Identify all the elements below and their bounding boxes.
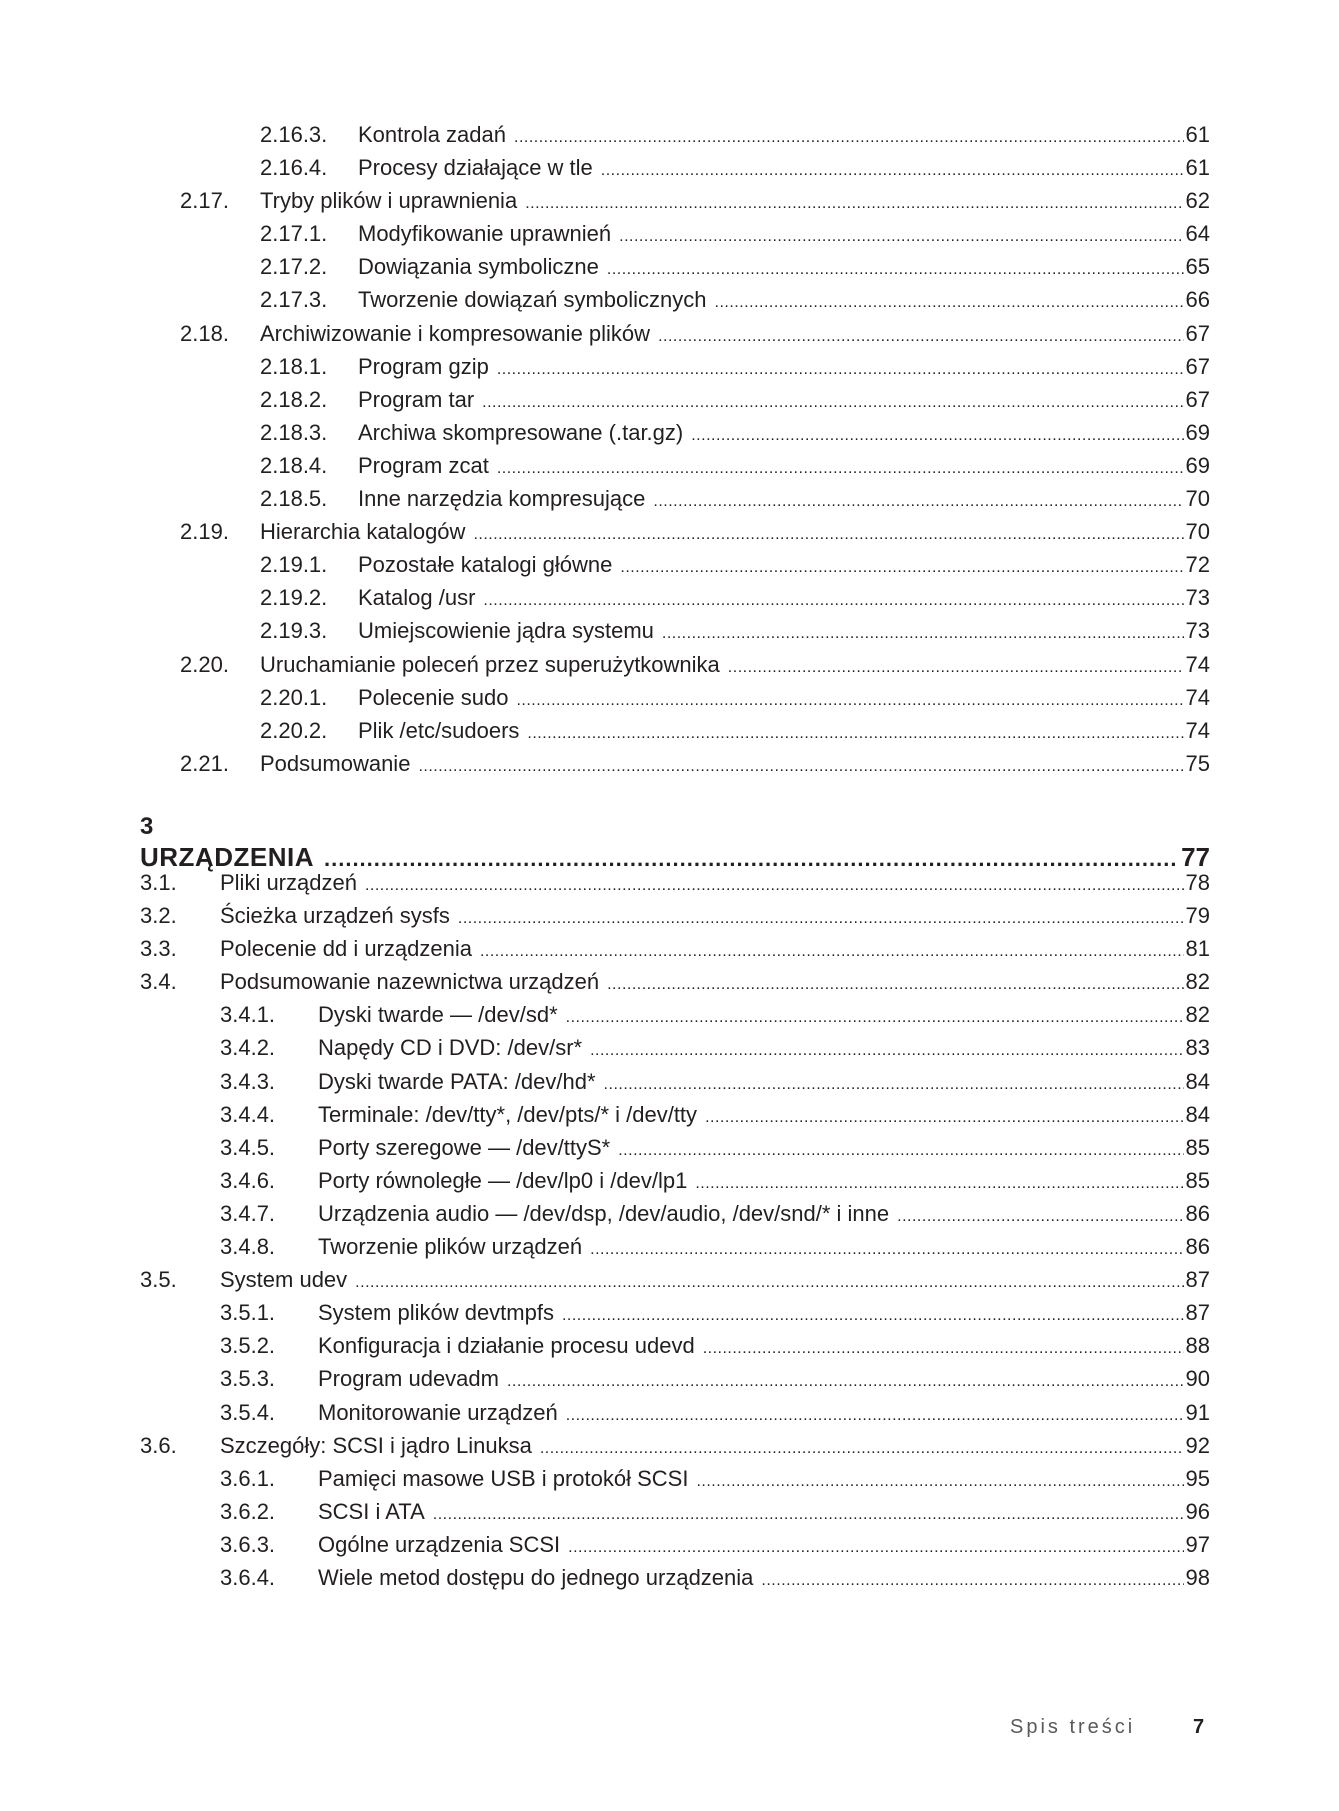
toc-entry[interactable] [140, 1230, 1210, 1263]
toc-entry[interactable] [140, 1131, 1210, 1164]
toc-entry-number: 2.20.1. [260, 684, 328, 710]
toc-entry-page: 84 [1185, 1101, 1210, 1127]
toc-entry-page: 79 [1185, 903, 1210, 929]
toc-entry-title: Dyski twarde — /dev/sd* [318, 1002, 558, 1028]
toc-entry-number: 3.3. [140, 936, 177, 962]
toc-entry-number: 3.4.5. [220, 1134, 276, 1160]
toc-entry-number: 2.17.3. [260, 287, 328, 313]
toc-entry-number: 2.19.2. [260, 585, 328, 611]
toc-entry-page: 87 [1185, 1267, 1210, 1293]
toc-entry-number: 2.17. [180, 188, 229, 214]
dot-leader [601, 154, 1184, 187]
toc-entry-page: 81 [1185, 936, 1210, 962]
toc-entry-number: 3.4.1. [220, 1002, 276, 1028]
toc-entry-number: 3.5.2. [220, 1333, 276, 1359]
toc-entry-page: 69 [1185, 419, 1210, 445]
toc-entry-title: Archiwizowanie i kompresowanie plików [260, 320, 651, 346]
toc-entry-title: Pozostałe katalogi główne [358, 552, 613, 578]
toc-entry[interactable] [180, 681, 1210, 714]
toc-entry-page: 74 [1185, 717, 1210, 743]
toc-entry-number: 2.17.2. [260, 254, 328, 280]
toc-entry[interactable] [140, 1561, 1210, 1594]
running-footer-label: Spis treści [1010, 1716, 1136, 1738]
dot-leader [482, 386, 1183, 419]
toc-entry[interactable] [180, 548, 1210, 581]
toc-entry-title: Program tar [358, 386, 475, 412]
toc-entry-title: Hierarchia katalogów [260, 519, 466, 545]
dot-leader [705, 1101, 1183, 1134]
toc-entry-number: 3.4.2. [220, 1035, 276, 1061]
dot-leader [527, 717, 1183, 750]
dot-leader [514, 121, 1184, 154]
toc-entry[interactable] [180, 250, 1210, 283]
toc-entry-number: 2.19.1. [260, 552, 328, 578]
toc-entry[interactable] [140, 1065, 1210, 1098]
toc-entry-number: 2.18.5. [260, 486, 328, 512]
toc-entry[interactable] [140, 932, 1210, 965]
toc-entry-number: 3.4.7. [220, 1200, 276, 1226]
toc-entry-title: Plik /etc/sudoers [358, 717, 520, 743]
toc-entry[interactable] [180, 614, 1210, 647]
toc-entry[interactable] [180, 714, 1210, 747]
toc-entry[interactable] [180, 581, 1210, 614]
dot-leader [355, 1266, 1183, 1299]
toc-entry-title: Szczegóły: SCSI i jądro Linuksa [220, 1432, 532, 1458]
toc-entry[interactable] [140, 1362, 1210, 1395]
toc-entry-page: 75 [1185, 750, 1210, 776]
toc-entry-number: 3.4.4. [220, 1101, 276, 1127]
toc-entry-number: 2.18.1. [260, 353, 328, 379]
toc-entry-page: 86 [1185, 1200, 1210, 1226]
toc-entry-title: Katalog /usr [358, 585, 476, 611]
toc-entry[interactable] [140, 1329, 1210, 1362]
chapter-title: URZĄDZENIA [140, 842, 314, 872]
toc-entry-title: Program udevadm [318, 1366, 499, 1392]
toc-entry[interactable] [180, 151, 1210, 184]
toc-entry-number: 2.21. [180, 750, 229, 776]
toc-entry-page: 73 [1185, 585, 1210, 611]
toc-entry-page: 88 [1185, 1333, 1210, 1359]
toc-entry-number: 3.5.4. [220, 1399, 276, 1425]
toc-entry-title: Napędy CD i DVD: /dev/sr* [318, 1035, 583, 1061]
toc-entry-title: Archiwa skompresowane (.tar.gz) [358, 419, 684, 445]
toc-entry-page: 84 [1185, 1068, 1210, 1094]
toc-entry-number: 2.19. [180, 519, 229, 545]
toc-entry-title: SCSI i ATA [318, 1498, 425, 1524]
toc-entry-title: Modyfikowanie uprawnień [358, 221, 612, 247]
toc-entry-number: 3.5.3. [220, 1366, 276, 1392]
toc-entry-page: 82 [1185, 1002, 1210, 1028]
toc-entry-title: Ścieżka urządzeń sysfs [220, 903, 450, 929]
toc-entry-number: 2.20. [180, 651, 229, 677]
toc-entry-number: 3.4. [140, 969, 177, 995]
dot-leader [715, 286, 1184, 319]
dot-leader [418, 750, 1183, 783]
toc-entry-title: Porty szeregowe — /dev/ttyS* [318, 1134, 611, 1160]
toc-entry-title: Monitorowanie urządzeń [318, 1399, 558, 1425]
toc-entry-page: 98 [1185, 1564, 1210, 1590]
toc-entry-number: 3.6. [140, 1432, 177, 1458]
toc-entry-page: 83 [1185, 1035, 1210, 1061]
toc-entry-number: 3.5.1. [220, 1300, 276, 1326]
toc-entry[interactable] [180, 350, 1210, 383]
dot-leader [728, 651, 1184, 684]
toc-entry[interactable] [140, 1528, 1210, 1561]
toc-entry-title: Uruchamianie poleceń przez superużytkownika [260, 651, 720, 677]
toc-entry-title: Porty równoległe — /dev/lp0 i /dev/lp1 [318, 1167, 688, 1193]
dot-leader [897, 1200, 1183, 1233]
dot-leader [365, 869, 1184, 902]
toc-entry-page: 67 [1185, 320, 1210, 346]
toc-entry[interactable] [180, 747, 1210, 780]
dot-leader [566, 1399, 1184, 1432]
toc-entry-number: 2.18.4. [260, 452, 328, 478]
toc-entry-page: 67 [1185, 353, 1210, 379]
dot-leader [473, 518, 1183, 551]
toc-entry-title: Tryby plików i uprawnienia [260, 188, 518, 214]
toc-entry-title: Tworzenie dowiązań symbolicznych [358, 287, 707, 313]
toc-entry-page: 78 [1185, 870, 1210, 895]
page-number: 7 [1193, 1716, 1205, 1738]
toc-entry[interactable] [180, 515, 1210, 548]
dot-leader [653, 485, 1183, 518]
dot-leader [483, 584, 1183, 617]
toc-entry-title: Podsumowanie nazewnictwa urządzeń [220, 969, 600, 995]
toc-entry-number: 3.6.1. [220, 1465, 276, 1491]
toc-entry-title: Urządzenia audio — /dev/dsp, /dev/audio, /dev/snd/* i inne [318, 1200, 890, 1226]
toc-entry[interactable] [140, 866, 1210, 899]
dot-leader [480, 935, 1184, 968]
toc-entry-page: 72 [1185, 552, 1210, 578]
toc-entry-number: 2.17.1. [260, 221, 328, 247]
toc-entry-title: Dyski twarde PATA: /dev/hd* [318, 1068, 596, 1094]
dot-leader [619, 220, 1183, 253]
toc-entry[interactable] [180, 317, 1210, 350]
dot-leader [618, 1134, 1183, 1167]
toc-entry-number: 3.6.3. [220, 1531, 276, 1557]
toc-entry-title: Pliki urządzeń [220, 870, 357, 895]
dot-leader [568, 1531, 1183, 1564]
toc-entry-title: Terminale: /dev/tty*, /dev/pts/* i /dev/tty [318, 1101, 698, 1127]
toc-entry[interactable] [140, 1098, 1210, 1131]
toc-entry-title: Dowiązania symboliczne [358, 254, 599, 280]
toc-entry-page: 85 [1185, 1134, 1210, 1160]
dot-leader [662, 617, 1184, 650]
toc-entry-title: Umiejscowienie jądra systemu [358, 618, 654, 644]
toc-entry-title: System udev [220, 1267, 348, 1293]
toc-entry[interactable] [140, 1429, 1210, 1462]
toc-entry[interactable] [140, 1263, 1210, 1296]
toc-entry-number: 2.18. [180, 320, 229, 346]
toc-entry-title: Polecenie dd i urządzenia [220, 936, 472, 962]
dot-leader [516, 684, 1183, 717]
toc-entry[interactable] [140, 1164, 1210, 1197]
toc-entry[interactable] [140, 1031, 1210, 1064]
toc-entry-page: 62 [1185, 188, 1210, 214]
toc-entry[interactable] [180, 648, 1210, 681]
toc-entry-title: Program gzip [358, 353, 489, 379]
toc-entry-page: 65 [1185, 254, 1210, 280]
dot-leader [703, 1332, 1184, 1365]
toc-entry-page: 73 [1185, 618, 1210, 644]
toc-entry-title: Inne narzędzia kompresujące [358, 486, 646, 512]
toc-entry[interactable] [140, 1462, 1210, 1495]
dot-leader [695, 1167, 1183, 1200]
dot-leader [590, 1034, 1183, 1067]
toc-entry-page: 90 [1185, 1366, 1210, 1392]
toc-entry-page: 61 [1185, 122, 1210, 147]
dot-leader [458, 902, 1184, 935]
toc-entry-number: 3.6.4. [220, 1564, 276, 1590]
toc-entry[interactable] [180, 482, 1210, 515]
toc-entry-title: Wiele metod dostępu do jednego urządzenia [318, 1564, 754, 1590]
toc-entry-number: 2.18.3. [260, 419, 328, 445]
toc-entry-title: Konfiguracja i działanie procesu udevd [318, 1333, 695, 1359]
toc-entry[interactable] [140, 965, 1210, 998]
toc-entry[interactable] [180, 416, 1210, 449]
chapter-number: 3 [140, 813, 154, 840]
toc-entry-page: 74 [1185, 684, 1210, 710]
toc-entry-title: Ogólne urządzenia SCSI [318, 1531, 561, 1557]
dot-leader [497, 452, 1184, 485]
toc-list-chapter-2 [180, 118, 1210, 780]
chapter-page-number: 77 [1181, 842, 1210, 872]
toc-entry-page: 85 [1185, 1167, 1210, 1193]
toc-entry-page: 66 [1185, 287, 1210, 313]
dot-leader [433, 1498, 1184, 1531]
toc-entry-page: 92 [1185, 1432, 1210, 1458]
toc-entry[interactable] [180, 118, 1210, 151]
toc-entry-number: 3.4.8. [220, 1234, 276, 1260]
toc-entry[interactable] [180, 217, 1210, 250]
toc-entry-title: System plików devtmpfs [318, 1300, 554, 1326]
toc-entry-page: 70 [1185, 519, 1210, 545]
dot-leader [607, 253, 1184, 286]
dot-leader [590, 1233, 1183, 1266]
toc-entry[interactable] [140, 1197, 1210, 1230]
toc-entry[interactable] [180, 283, 1210, 316]
toc-entry-title: Podsumowanie [260, 750, 411, 776]
toc-entry[interactable] [180, 449, 1210, 482]
dot-leader [696, 1465, 1183, 1498]
dot-leader [658, 320, 1183, 353]
toc-entry[interactable] [140, 998, 1210, 1031]
toc-entry-page: 95 [1185, 1465, 1210, 1491]
dot-leader [566, 1001, 1184, 1034]
toc-entry-page: 61 [1185, 155, 1210, 181]
toc-list-chapter-3 [140, 866, 1210, 1594]
toc-entry-number: 2.20.2. [260, 717, 328, 743]
toc-entry-page: 67 [1185, 386, 1210, 412]
toc-entry[interactable] [140, 1495, 1210, 1528]
toc-entry-number: 2.16.4. [260, 155, 328, 181]
toc-entry-page: 96 [1185, 1498, 1210, 1524]
toc-entry-number: 3.5. [140, 1267, 177, 1293]
toc-entry-page: 70 [1185, 486, 1210, 512]
dot-leader [691, 419, 1183, 452]
toc-entry-number: 3.1. [140, 870, 177, 895]
toc-entry-title: Procesy działające w tle [358, 155, 593, 181]
toc-entry-page: 86 [1185, 1234, 1210, 1260]
toc-entry-page: 82 [1185, 969, 1210, 995]
dot-leader [761, 1564, 1183, 1597]
toc-entry-page: 91 [1185, 1399, 1210, 1425]
dot-leader [607, 968, 1183, 1001]
dot-leader [497, 353, 1184, 386]
toc-entry-page: 64 [1185, 221, 1210, 247]
toc-entry[interactable] [180, 184, 1210, 217]
toc-entry-page: 69 [1185, 452, 1210, 478]
toc-entry-title: Polecenie sudo [358, 684, 509, 710]
dot-leader [525, 187, 1183, 220]
dot-leader [507, 1365, 1184, 1398]
toc-entry[interactable] [140, 899, 1210, 932]
toc-entry[interactable] [140, 1396, 1210, 1429]
dot-leader [604, 1068, 1184, 1101]
toc-entry-page: 97 [1185, 1531, 1210, 1557]
dot-leader [562, 1299, 1184, 1332]
toc-entry[interactable] [180, 383, 1210, 416]
toc-entry-title: Kontrola zadań [358, 122, 506, 147]
toc-entry-number: 2.16.3. [260, 122, 328, 147]
toc-entry-title: Program zcat [358, 452, 489, 478]
toc-entry-number: 3.4.6. [220, 1167, 276, 1193]
toc-entry[interactable] [140, 1296, 1210, 1329]
toc-entry-title: Tworzenie plików urządzeń [318, 1234, 583, 1260]
toc-entry-title: Pamięci masowe USB i protokół SCSI [318, 1465, 689, 1491]
toc-entry-page: 74 [1185, 651, 1210, 677]
toc-entry-number: 2.18.2. [260, 386, 328, 412]
toc-entry-number: 3.6.2. [220, 1498, 276, 1524]
dot-leader [540, 1432, 1184, 1465]
toc-entry-number: 3.4.3. [220, 1068, 276, 1094]
toc-entry-number: 2.19.3. [260, 618, 328, 644]
toc-entry-page: 87 [1185, 1300, 1210, 1326]
dot-leader [620, 551, 1183, 584]
toc-entry-number: 3.2. [140, 903, 177, 929]
